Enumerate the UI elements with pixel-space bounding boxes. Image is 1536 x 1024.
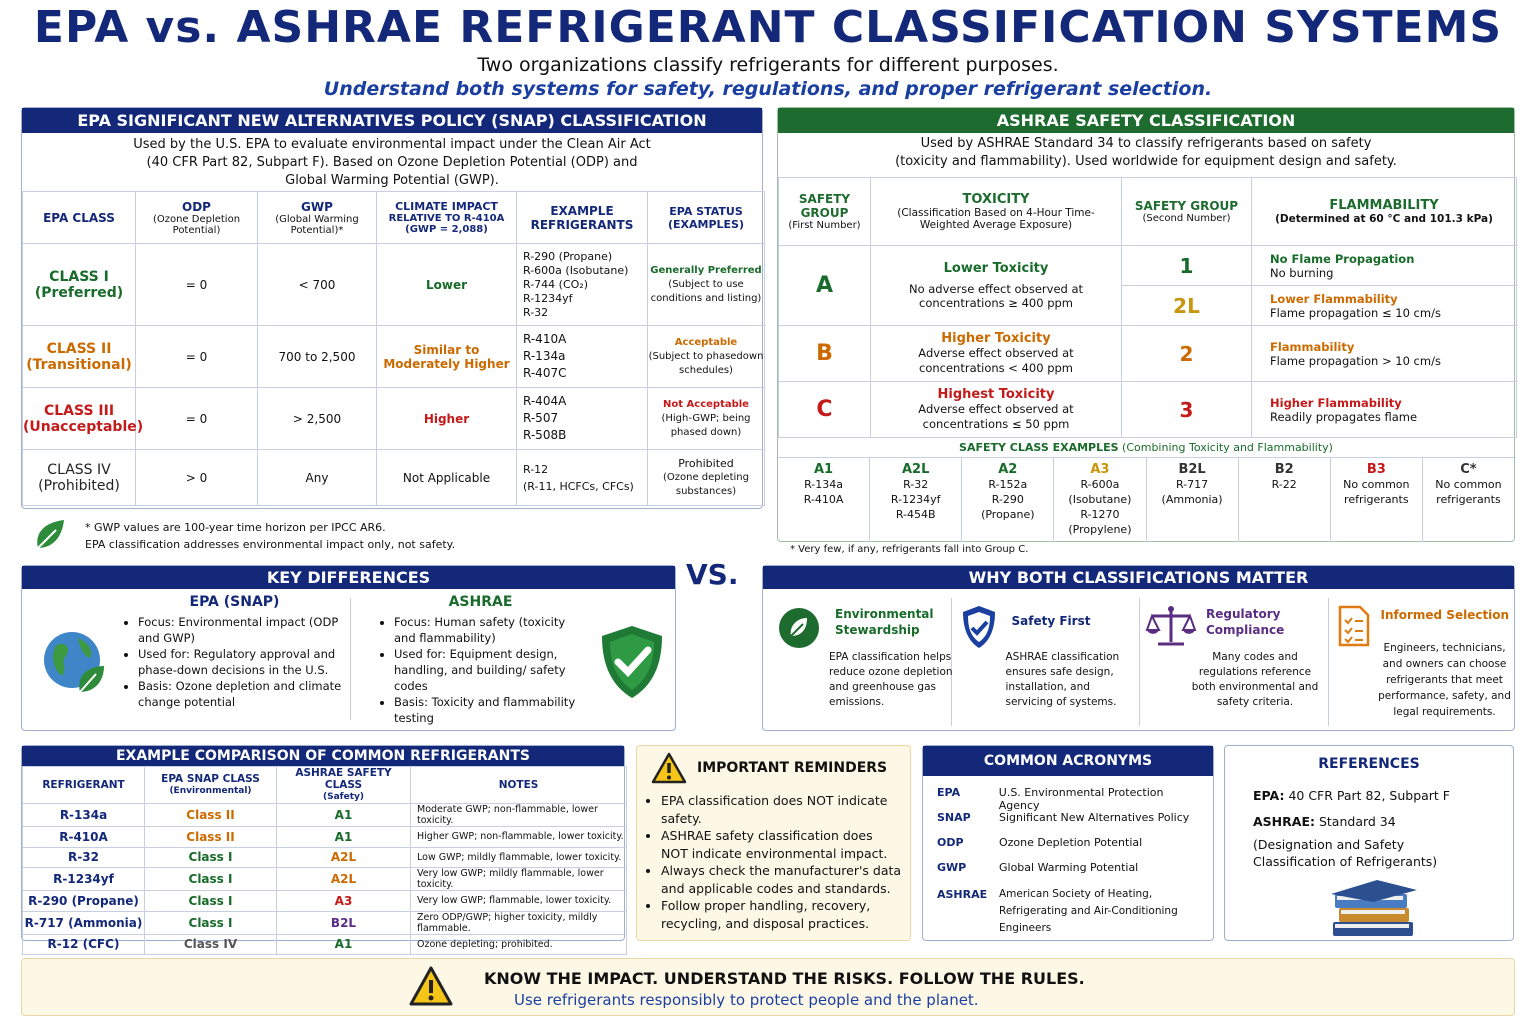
table-row [23, 891, 627, 912]
toxicity-cell [871, 246, 1122, 326]
col-ash-label: ASHRAE SAFETY CLASS [295, 767, 392, 791]
leaf-circle-icon [777, 606, 821, 654]
acronym-abbr: ASHRAE [937, 888, 988, 901]
toxicity-name: Highest Toxicity [937, 387, 1055, 402]
references-panel [1224, 745, 1514, 941]
ashrae-footnote: * Very few, if any, refrigerants fall into Group C. [790, 544, 1029, 555]
ashrae-class-cell: A1 [277, 804, 411, 827]
col-epa-sub: (Environmental) [169, 786, 252, 796]
example-class: B3 [1366, 462, 1386, 477]
key-ashrae-list [378, 614, 583, 726]
class-name: CLASS III [43, 402, 115, 419]
epa-footnote-1: * GWP values are 100-year time horizon per IPCC AR6. [85, 521, 386, 534]
group-letter-b: B [779, 326, 871, 382]
checklist-icon [1337, 604, 1371, 652]
comparison-table [22, 766, 627, 955]
odp-cell: = 0 [136, 388, 258, 450]
flam-cell [1252, 286, 1517, 326]
table-row [23, 911, 627, 934]
table-row [23, 827, 627, 848]
class-sub: (Unacceptable) [23, 418, 144, 435]
refrigerant-cell: R-290 (Propane) [23, 891, 145, 912]
epa-class-cell: Class IV [145, 934, 277, 955]
examples-title: SAFETY CLASS EXAMPLES [959, 441, 1119, 454]
example-a2 [962, 458, 1054, 542]
why-item-text: Engineers, technicians, and owners can choose refrigerants that meet performance, safety, and legal requirements. [1378, 642, 1511, 718]
class-name: CLASS II [46, 340, 112, 357]
status-sub: (High-GWP; being phased down) [661, 412, 751, 438]
col-flam-sub: (Determined at 60 °C and 101.3 kPa) [1275, 213, 1493, 225]
odp-cell: = 0 [136, 244, 258, 326]
flam-desc: No burning [1270, 265, 1334, 280]
example-a1 [778, 458, 870, 542]
col-gwp-sub: (Global Warming Potential)* [275, 213, 359, 236]
ashrae-safety-table [778, 177, 1517, 438]
status-cell [648, 450, 765, 506]
ashrae-panel [777, 107, 1515, 542]
col-group2-label: SAFETY GROUP [1134, 199, 1239, 213]
example-c [1423, 458, 1514, 542]
why-both-items [763, 598, 1516, 726]
col-status: EPA STATUS (EXAMPLES) [648, 192, 765, 244]
class-name: CLASS IV [47, 461, 111, 478]
shield-icon [960, 604, 998, 654]
list-item: • Focus: Environmental impact (ODP and GWP) [138, 614, 347, 646]
example-item: R-507 [523, 411, 559, 425]
warning-icon [408, 965, 454, 1011]
list-item: • Follow proper handling, recovery, recycling, and disposal practices. [661, 897, 903, 932]
status-cell [648, 244, 765, 326]
status-label: Not Acceptable [663, 398, 749, 410]
gwp-cell: > 2,500 [258, 388, 377, 450]
group-letter-a: A [779, 246, 871, 326]
example-a2l [870, 458, 962, 542]
example-class: B2 [1274, 462, 1294, 477]
notes-cell: Moderate GWP; non-flammable, lower toxicity. [411, 804, 627, 827]
gwp-cell: Any [258, 450, 377, 506]
refrigerant-cell: R-1234yf [23, 868, 145, 891]
impact-cell: Higher [377, 388, 517, 450]
comparison-title: EXAMPLE COMPARISON OF COMMON REFRIGERANTS [22, 746, 624, 766]
globe-icon [38, 626, 112, 700]
status-sub: (Subject to phasedown schedules) [648, 350, 764, 376]
flam-number: 3 [1122, 382, 1252, 438]
col-tox-sub: (Classification Based on 4-Hour Time-Weighted Average Exposure) [897, 207, 1095, 231]
col-odp-sub: (Ozone Depletion Potential) [152, 213, 241, 236]
col-safety-group-2 [1122, 178, 1252, 246]
example-class: A2 [998, 462, 1018, 477]
ashrae-panel-title: ASHRAE SAFETY CLASSIFICATION [778, 108, 1514, 133]
footer-banner [21, 958, 1515, 1016]
table-row [23, 934, 627, 955]
examples-cell [517, 244, 648, 326]
ashrae-class-cell: A1 [277, 934, 411, 955]
gwp-cell: 700 to 2,500 [258, 326, 377, 388]
col-odp [136, 192, 258, 244]
odp-cell: = 0 [136, 326, 258, 388]
status-label: Acceptable [674, 336, 738, 348]
refrigerant-cell: R-32 [23, 847, 145, 868]
why-item-informed [1329, 598, 1517, 726]
key-epa-list [122, 614, 347, 710]
acronyms-title: COMMON ACRONYMS [923, 746, 1213, 776]
table-row [23, 868, 627, 891]
example-items: No common refrigerants [1343, 478, 1410, 506]
why-item-title: Safety First [1011, 614, 1091, 628]
ashrae-class-cell: A1 [277, 827, 411, 848]
why-both-panel [762, 565, 1515, 731]
epa-class-cell: Class I [145, 868, 277, 891]
key-ashrae-title: ASHRAE [448, 594, 513, 610]
why-item-title: Informed Selection [1380, 608, 1510, 622]
examples-cell [517, 388, 648, 450]
class-sub: (Transitional) [26, 356, 132, 373]
flam-name: No Flame Propagation [1270, 251, 1415, 266]
list-item: • EPA classification does NOT indicate safety. [661, 792, 903, 827]
reference-ashrae-label: ASHRAE: [1253, 814, 1315, 829]
examples-title-sub: (Combining Toxicity and Flammability) [1122, 441, 1333, 454]
references-title: REFERENCES [1318, 756, 1420, 772]
ashrae-class-cell: A2L [277, 868, 411, 891]
col-epa-snap [145, 767, 277, 804]
example-items: R-600a (Isobutane) R-1270 (Propylene) [1068, 478, 1132, 536]
key-epa-title: EPA (SNAP) [189, 594, 280, 610]
why-item-title: Regulatory Compliance [1206, 607, 1285, 637]
reference-ashrae [1253, 814, 1396, 829]
toxicity-name: Higher Toxicity [941, 331, 1051, 346]
acronyms-panel [922, 745, 1214, 941]
list-item [937, 836, 1207, 861]
reference-epa [1253, 788, 1450, 803]
page-subtitle: Two organizations classify refrigerants for different purposes. [477, 54, 1059, 76]
refrigerant-cell: R-717 (Ammonia) [23, 911, 145, 934]
class-cell [23, 244, 136, 326]
example-b2 [1239, 458, 1331, 542]
epa-class-cell: Class II [145, 827, 277, 848]
example-items: R-32 R-1234yf R-454B [890, 478, 941, 521]
page-tagline: Understand both systems for safety, regulations, and proper refrigerant selection. [323, 78, 1213, 100]
why-item-regulatory [1140, 598, 1329, 726]
list-item [937, 861, 1207, 886]
status-label: Prohibited [678, 456, 734, 470]
epa-table-header [23, 192, 765, 244]
status-cell [648, 388, 765, 450]
example-item: (R-11, HCFCs, CFCs) [523, 479, 634, 493]
col-toxicity [871, 178, 1122, 246]
ashrae-row-a [779, 246, 1517, 286]
acronym-full: U.S. Environmental Protection Agency [998, 786, 1164, 812]
reference-ashrae-text: Standard 34 [1318, 814, 1396, 829]
footer-line2: Use refrigerants responsibly to protect people and the planet. [514, 991, 979, 1009]
example-b3 [1331, 458, 1423, 542]
epa-row-class1 [23, 244, 765, 326]
col-tox-label: TOXICITY [962, 192, 1030, 207]
ashrae-row-b [779, 326, 1517, 382]
col-group2-sub: (Second Number) [1142, 213, 1231, 224]
ashrae-desc-line2: (toxicity and flammability). Used worldwide for equipment design and safety. [895, 154, 1397, 169]
impact-cell: Not Applicable [377, 450, 517, 506]
epa-class-cell: Class I [145, 891, 277, 912]
example-items: R-134a R-410A [803, 478, 844, 506]
refrigerant-cell: R-134a [23, 804, 145, 827]
ashrae-desc-line1: Used by ASHRAE Standard 34 to classify refrigerants based on safety [920, 136, 1372, 151]
acronym-abbr: EPA [937, 786, 961, 799]
divider [350, 598, 351, 720]
example-class: A2L [901, 462, 930, 477]
acronym-full: American Society of Heating, Refrigerating and Air-Conditioning Engineers [999, 888, 1178, 934]
notes-cell: Zero ODP/GWP; higher toxicity, mildly flammable. [411, 911, 627, 934]
example-items: No common refrigerants [1435, 478, 1502, 506]
flam-number: 1 [1122, 246, 1252, 286]
refrigerant-cell: R-12 (CFC) [23, 934, 145, 955]
epa-panel [21, 107, 763, 509]
epa-class-cell: Class I [145, 911, 277, 934]
list-item: • Always check the manufacturer's data and applicable codes and standards. [661, 862, 903, 897]
notes-cell: Higher GWP; non-flammable, lower toxicity. [411, 827, 627, 848]
col-examples: EXAMPLE REFRIGERANTS [517, 192, 648, 244]
examples-cell [517, 450, 648, 506]
example-class: A1 [814, 462, 834, 477]
status-sub: (Subject to use conditions and listing) [650, 278, 762, 304]
example-item: R-508B [523, 428, 567, 442]
col-safety-group-1 [779, 178, 871, 246]
reminders-panel [636, 745, 911, 941]
class-sub: (Prohibited) [38, 477, 120, 494]
ashrae-class-cell: A2L [277, 847, 411, 868]
epa-desc-line1: Used by the U.S. EPA to evaluate environmental impact under the Clean Air Act [133, 137, 651, 152]
flam-cell [1252, 326, 1517, 382]
impact-cell: Similar to Moderately Higher [377, 326, 517, 388]
safety-class-examples [778, 458, 1514, 542]
example-item: R-290 (Propane) [523, 249, 613, 263]
reference-epa-label: EPA: [1253, 788, 1285, 803]
col-epa-label: EPA SNAP CLASS [161, 773, 260, 785]
why-both-title: WHY BOTH CLASSIFICATIONS MATTER [763, 566, 1514, 589]
reminders-list [645, 792, 903, 932]
why-item-title: Environmental Stewardship [835, 607, 934, 637]
flam-desc: Flame propagation > 10 cm/s [1270, 353, 1441, 368]
epa-description [22, 133, 762, 191]
acronym-full: Global Warming Potential [999, 861, 1139, 874]
comparison-header [23, 767, 627, 804]
example-a3 [1054, 458, 1146, 542]
epa-class-cell: Class II [145, 804, 277, 827]
why-item-text: ASHRAE classification ensures safe design, installation, and servicing of systems. [1005, 651, 1120, 708]
epa-desc-line3: Global Warming Potential (GWP). [285, 173, 499, 188]
epa-row-class3 [23, 388, 765, 450]
flam-desc: Flame propagation ≤ 10 cm/s [1270, 305, 1441, 320]
example-class: A3 [1090, 462, 1110, 477]
ashrae-description [778, 133, 1514, 177]
example-item: R-600a (Isobutane) [523, 263, 629, 277]
ashrae-row-c [779, 382, 1517, 438]
epa-class-cell: Class I [145, 847, 277, 868]
ashrae-class-cell: A3 [277, 891, 411, 912]
epa-class-table [22, 191, 765, 506]
col-ashrae-class [277, 767, 411, 804]
toxicity-desc: No adverse effect observed at concentrations ≥ 400 ppm [908, 282, 1084, 310]
flam-number: 2 [1122, 326, 1252, 382]
notes-cell: Very low GWP; flammable, lower toxicity. [411, 891, 627, 912]
col-group-label: SAFETY GROUP [798, 192, 851, 220]
epa-panel-title: EPA SIGNIFICANT NEW ALTERNATIVES POLICY (SNAP) CLASSIFICATION [22, 108, 762, 133]
acronym-full: Significant New Alternatives Policy [999, 811, 1190, 824]
list-item: • Used for: Equipment design, handling, and building/ safety codes [394, 646, 583, 694]
key-differences-title: KEY DIFFERENCES [22, 566, 675, 589]
ashrae-class-cell: B2L [277, 911, 411, 934]
acronym-abbr: ODP [937, 836, 964, 849]
col-flam-label: FLAMMABILITY [1329, 198, 1439, 213]
status-cell [648, 326, 765, 388]
notes-cell: Very low GWP; mildly flammable, lower toxicity. [411, 868, 627, 891]
example-item: R-744 (CO₂) [523, 277, 588, 291]
flam-name: Lower Flammability [1270, 291, 1398, 306]
example-items: R-717 (Ammonia) [1161, 478, 1223, 506]
example-item: R-404A [523, 394, 567, 408]
list-item [937, 786, 1207, 811]
key-ashrae-column [378, 594, 583, 726]
list-item: • Used for: Regulatory approval and phase-down decisions in the U.S. [138, 646, 347, 678]
toxicity-name: Lower Toxicity [943, 261, 1049, 276]
flam-name: Flammability [1270, 339, 1355, 354]
acronym-abbr: SNAP [937, 811, 971, 824]
notes-cell: Ozone depleting; prohibited. [411, 934, 627, 955]
reference-epa-text: 40 CFR Part 82, Subpart F [1288, 788, 1451, 803]
example-items: R-22 [1271, 478, 1297, 491]
col-refrigerant: REFRIGERANT [23, 767, 145, 804]
example-item: R-407C [523, 366, 567, 380]
toxicity-desc: Adverse effect observed at concentrations ≤ 50 ppm [918, 402, 1074, 431]
flam-desc: Readily propagates flame [1270, 409, 1418, 424]
status-sub: (Ozone depleting substances) [663, 471, 749, 497]
why-item-environmental [763, 598, 952, 726]
why-item-text: EPA classification helps reduce ozone depletion and greenhouse gas emissions. [829, 651, 953, 708]
shield-check-icon [596, 622, 668, 702]
vs-label: VS. [686, 558, 739, 591]
example-class: B2L [1178, 462, 1206, 477]
example-class: C* [1460, 462, 1477, 477]
group-letter-c: C [779, 382, 871, 438]
example-b2l [1147, 458, 1239, 542]
flam-cell [1252, 246, 1517, 286]
refrigerant-cell: R-410A [23, 827, 145, 848]
example-items: R-152a R-290 (Propane) [981, 478, 1035, 521]
books-icon [1325, 878, 1421, 944]
table-row [23, 847, 627, 868]
acronym-abbr: GWP [937, 861, 967, 874]
epa-row-class2 [23, 326, 765, 388]
key-differences-panel [21, 565, 676, 731]
gwp-cell: < 700 [258, 244, 377, 326]
safety-class-examples-title [778, 438, 1514, 458]
odp-cell: > 0 [136, 450, 258, 506]
scales-icon [1146, 604, 1196, 652]
flam-name: Higher Flammability [1270, 395, 1402, 410]
examples-cell [517, 326, 648, 388]
example-item: R-410A [523, 332, 567, 346]
list-item [937, 811, 1207, 836]
list-item: • ASHRAE safety classification does NOT indicate environmental impact. [661, 827, 903, 862]
col-climate-label: CLIMATE IMPACT [395, 200, 498, 213]
footer-line1: KNOW THE IMPACT. UNDERSTAND THE RISKS. FOLLOW THE RULES. [484, 969, 1085, 988]
col-climate [377, 192, 517, 244]
list-item: • Basis: Ozone depletion and climate change potential [138, 678, 347, 710]
class-cell [23, 450, 136, 506]
col-epa-class: EPA CLASS [23, 192, 136, 244]
page-title: EPA vs. ASHRAE REFRIGERANT CLASSIFICATION SYSTEMS [33, 2, 1503, 53]
class-cell [23, 388, 144, 450]
impact-cell: Lower [377, 244, 517, 326]
toxicity-cell [871, 326, 1122, 382]
col-ash-sub: (Safety) [323, 792, 364, 802]
why-item-text: Many codes and regulations reference both environmental and safety criteria. [1191, 651, 1319, 708]
epa-footnote [85, 519, 455, 553]
class-cell [23, 326, 136, 388]
col-flammability [1252, 178, 1517, 246]
key-epa-column [122, 594, 347, 710]
comparison-panel [21, 745, 625, 952]
notes-cell: Low GWP; mildly flammable, lower toxicity. [411, 847, 627, 868]
flam-cell [1252, 382, 1517, 438]
col-group-sub: (First Number) [788, 220, 861, 231]
status-label: Generally Preferred [650, 264, 762, 276]
epa-footnote-2: EPA classification addresses environmental impact only, not safety. [85, 538, 456, 551]
epa-desc-line2: (40 CFR Part 82, Subpart F). Based on Ozone Depletion Potential (ODP) and [146, 155, 638, 170]
table-row [23, 804, 627, 827]
example-item: R-32 [523, 305, 549, 319]
list-item: • Focus: Human safety (toxicity and flammability) [394, 614, 583, 646]
example-item: R-1234yf [523, 291, 573, 305]
col-odp-label: ODP [182, 199, 211, 214]
example-item: R-12 [523, 462, 549, 476]
leaf-icon [30, 516, 68, 554]
epa-row-class4 [23, 450, 765, 506]
class-sub: (Preferred) [34, 284, 124, 301]
acronyms-list [937, 786, 1207, 934]
acronym-full: Ozone Depletion Potential [999, 836, 1143, 849]
list-item: • Basis: Toxicity and flammability testing [394, 694, 583, 726]
warning-icon [651, 752, 687, 788]
example-item: R-134a [523, 349, 566, 363]
ashrae-table-header [779, 178, 1517, 246]
why-item-safety [952, 598, 1141, 726]
col-gwp [258, 192, 377, 244]
col-notes: NOTES [411, 767, 627, 804]
reference-ashrae-desc: (Designation and Safety Classification of Refrigerants) [1253, 837, 1438, 869]
flam-number: 2L [1122, 286, 1252, 326]
list-item [937, 886, 1207, 934]
col-climate-sub: RELATIVE TO R-410A (GWP = 2,088) [388, 213, 505, 235]
toxicity-cell [871, 382, 1122, 438]
col-gwp-label: GWP [301, 199, 333, 214]
class-name: CLASS I [49, 268, 109, 285]
reminders-title: IMPORTANT REMINDERS [697, 760, 888, 776]
toxicity-desc: Adverse effect observed at concentrations < 400 ppm [918, 346, 1074, 375]
